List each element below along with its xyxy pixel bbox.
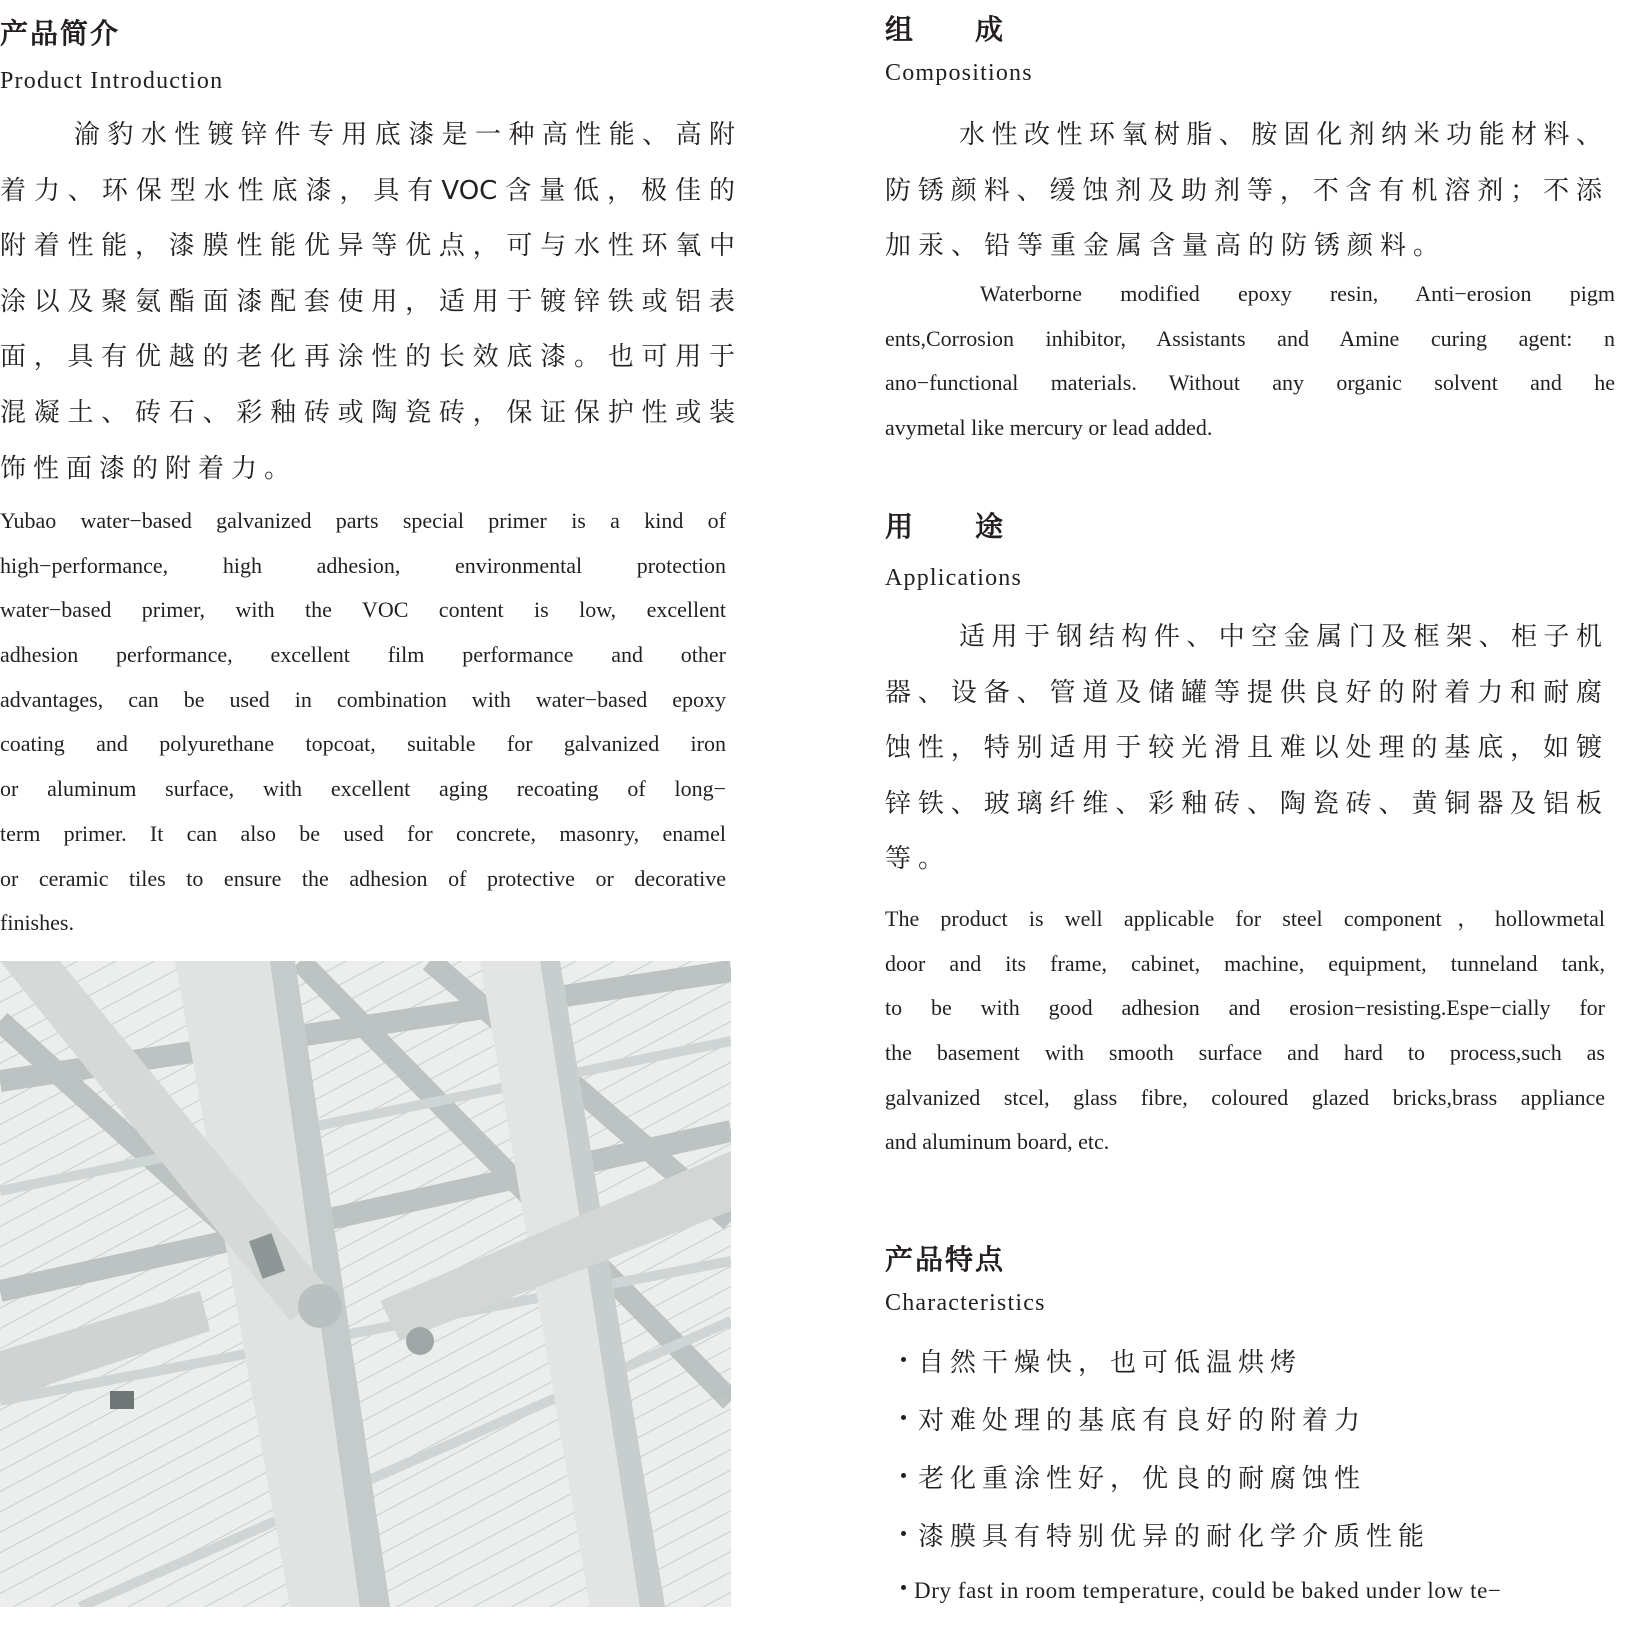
bullet-dot-icon [901,1585,906,1590]
text-line: 防锈颜料、缓蚀剂及助剂等，不含有机溶剂；不添 [885,175,1602,206]
characteristics-list-en [895,1578,1501,1604]
text-line: coating and polyurethane topcoat, suitable for galvanized iron [0,731,726,757]
text-line: galvanized stcel, glass fibre, coloured glazed bricks,brass appliance [885,1084,1605,1110]
bullet-item [895,1508,1430,1566]
compositions-title-en: Compositions [885,60,1033,86]
steel-structure-image [0,961,731,1607]
bullet-item [895,1392,1430,1450]
text-line: The product is well applicable for steel component，hollowmetal [885,906,1605,931]
text-line: 面，具有优越的老化再涂性的长效底漆。也可用于 [0,342,735,373]
text-line: avymetal like mercury or lead added. [885,415,1213,441]
text-line: ents,Corrosion inhibitor, Assistants and Amine curing agent: n [885,325,1615,351]
text-line: 着力、环保型水性底漆，具有VOC含量低，极佳的 [0,175,735,206]
bullet-item-en [895,1578,1501,1604]
characteristics-title-cn: 产品特点 [885,1243,1006,1276]
applications-title-en: Applications [885,565,1023,591]
text-line: 适用于钢结构件、中空金属门及框架、柜子机 [959,622,1602,652]
compositions-title-cn: 组 成 [885,13,1006,46]
text-line: or ceramic tiles to ensure the adhesion of protective or decorative [0,865,726,891]
bullet-text: 老化重涂性好，优良的耐腐蚀性 [918,1464,1367,1494]
intro-en-paragraph [0,499,726,946]
text-line: 附着性能，漆膜性能优异等优点，可与水性环氧中 [0,231,735,262]
bullet-text: 对难处理的基底有良好的附着力 [918,1406,1367,1436]
bullet-text: 漆膜具有特别优异的耐化学介质性能 [918,1522,1431,1552]
text-line: advantages, can be used in combination with water−based epoxy [0,686,726,712]
text-line: or aluminum surface, with excellent aging recoating of long− [0,776,726,802]
bullet-item [895,1334,1430,1392]
applications-title-cn: 用 途 [885,510,1006,543]
intro-title-cn: 产品简介 [0,17,121,50]
text-line: Waterborne modified epoxy resin, Anti−erosion pigm [980,281,1615,306]
characteristics-title-en: Characteristics [885,1290,1046,1316]
text-line: 水性改性环氧树脂、胺固化剂纳米功能材料、 [959,120,1602,150]
text-line: Yubao water−based galvanized parts special primer is a kind of [0,508,726,533]
steel-structure-photo [0,961,731,1607]
bullet-item [895,1450,1430,1508]
text-line: water−based primer, with the VOC content is low, excellent [0,597,726,623]
text-line: 混凝土、砖石、彩釉砖或陶瓷砖，保证保护性或装 [0,397,735,428]
text-line: the basement with smooth surface and hard to process,such as [885,1040,1605,1066]
text-line: 加汞、铅等重金属含量高的防锈颜料。 [885,231,1447,262]
applications-cn-paragraph [885,610,1602,888]
bullet-text: Dry fast in room temperature, could be baked under low te− [914,1578,1502,1603]
text-line: 蚀性，特别适用于较光滑且难以处理的基底，如镀 [885,733,1602,764]
bullet-dot-icon [901,1357,906,1362]
text-line: 饰性面漆的附着力。 [0,453,298,484]
bullet-dot-icon [901,1531,906,1536]
text-line: 涂以及聚氨酯面漆配套使用，适用于镀锌铁或铝表 [0,286,735,317]
text-line: 等。 [885,844,952,875]
text-line: to be with good adhesion and erosion−resisting.Espe−cially for [885,995,1605,1021]
intro-title-en: Product Introduction [0,68,224,94]
intro-cn-paragraph [0,108,735,497]
compositions-en-paragraph [885,272,1615,451]
bullet-dot-icon [901,1415,906,1420]
text-line: 渝豹水性镀锌件专用底漆是一种高性能、高附 [74,120,735,150]
text-line: door and its frame, cabinet, machine, equipment, tunneland tank, [885,950,1605,976]
text-line: 锌铁、玻璃纤维、彩釉砖、陶瓷砖、黄铜器及铝板 [885,788,1602,819]
text-line: term primer. It can also be used for concrete, masonry, enamel [0,820,726,846]
text-line: adhesion performance, excellent film performance and other [0,642,726,668]
text-line: finishes. [0,910,74,936]
bullet-text: 自然干燥快，也可低温烘烤 [918,1348,1303,1378]
text-line: ano−functional materials. Without any organic solvent and he [885,370,1615,396]
characteristics-list [895,1334,1430,1566]
text-line: high−performance, high adhesion, environmental protection [0,552,726,578]
text-line: 器、设备、管道及储罐等提供良好的附着力和耐腐 [885,677,1602,708]
bullet-dot-icon [901,1473,906,1478]
applications-en-paragraph [885,897,1605,1165]
text-line: and aluminum board, etc. [885,1129,1110,1155]
compositions-cn-paragraph [885,108,1602,275]
